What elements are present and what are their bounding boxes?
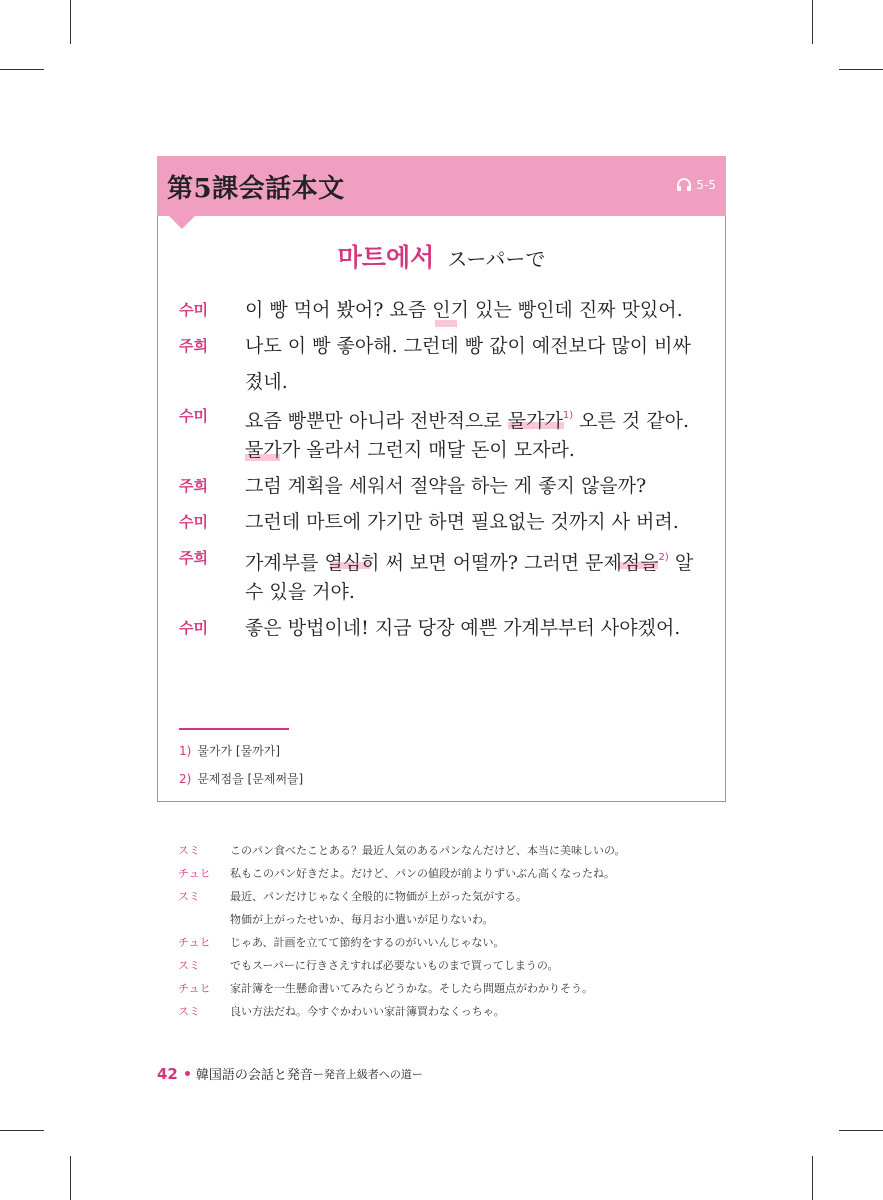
translation-speaker: スミ: [178, 1005, 200, 1018]
speaker-label: 수미: [179, 301, 208, 319]
translation-speaker: チュヒ: [178, 936, 211, 949]
note-text: 문제점을 [문제쩌믈]: [197, 772, 304, 786]
translation-speaker: チュヒ: [178, 867, 211, 880]
speaker-label: 수미: [179, 407, 208, 425]
dialogue-title: [158, 238, 725, 274]
audio-track-label: 5-5: [696, 178, 716, 192]
korean-line-text: 나도 이 빵 좋아해. 그런데 빵 값이 예전보다 많이 비싸: [245, 335, 691, 357]
crop-mark: [812, 0, 813, 44]
note-text: 물가가 [물까가]: [197, 744, 281, 758]
book-subtitle: ー発音上級者への道ー: [312, 1067, 423, 1081]
dialogue-line: [158, 468, 725, 504]
translation-text: 物価が上がったせいか、毎月お小遣いが足りないわ。: [230, 913, 494, 926]
translation-text: 私もこのパン好きだよ。だけど、パンの値段が前よりずいぶん高くなったね。: [230, 867, 615, 880]
translation-line: [178, 865, 615, 887]
korean-line-text: 그런데 마트에 가기만 하면 필요없는 것까지 사 버려.: [245, 511, 679, 533]
note-reference: 2): [658, 552, 669, 563]
crop-mark: [839, 69, 883, 70]
dialogue-line: [158, 364, 725, 400]
header-notch: [168, 215, 196, 229]
pronunciation-note: [179, 742, 280, 759]
translation-line: [178, 980, 593, 1002]
lesson-title: 第5課会話本文: [167, 174, 345, 204]
bullet-dot-icon: [185, 1071, 190, 1076]
translation-text: このパン食べたことある？最近人気のあるパンなんだけど、本当に美味しいの。: [230, 844, 626, 857]
dialogue-line: [158, 328, 725, 364]
crop-mark: [0, 69, 44, 70]
dialogue-title-japanese: スーパーで: [447, 247, 546, 271]
korean-line-text-part: 알: [668, 552, 694, 574]
dialogue-line: [158, 398, 725, 434]
note-number: 2): [179, 772, 192, 786]
translation-line: [178, 911, 494, 933]
page-footer: [157, 1064, 423, 1083]
translation-line: [178, 888, 527, 910]
korean-line-text-part: 요즘 빵뿐만 아니라 전반적으로 물가가: [245, 410, 563, 432]
speaker-label: 수미: [179, 513, 208, 531]
dialogue-title-korean: 마트에서: [337, 243, 435, 272]
dialogue-line: [158, 574, 725, 610]
crop-mark: [812, 1156, 813, 1200]
speaker-label: 주희: [179, 549, 208, 567]
translation-text: 最近、パンだけじゃなく全般的に物価が上がった気がする。: [230, 890, 527, 903]
translation-speaker: スミ: [178, 844, 200, 857]
dialogue-box: [157, 216, 726, 802]
lesson-header: [157, 156, 726, 216]
pronunciation-note: [179, 770, 303, 787]
translation-line: [178, 1003, 505, 1025]
book-title: 韓国語の会話と発音: [195, 1068, 313, 1083]
translation-speaker: スミ: [178, 959, 200, 972]
page-number: 42: [157, 1064, 178, 1083]
korean-line-text-part: 가계부를 열심히 써 보면 어떨까? 그러면 문제점을: [245, 552, 659, 574]
korean-line-text: 물가가 올라서 그런지 매달 돈이 모자라.: [245, 439, 575, 461]
translation-speaker: スミ: [178, 890, 200, 903]
speaker-label: 주희: [179, 337, 208, 355]
korean-line-text: 그럼 계획을 세워서 절약을 하는 게 좋지 않을까?: [245, 475, 647, 497]
translation-text: 家計簿を一生懸命書いてみたらどうかな。そしたら問題点がわかりそう。: [230, 982, 593, 995]
korean-line-text: 이 빵 먹어 봤어? 요즘 인기 있는 빵인데 진짜 맛있어.: [245, 299, 683, 321]
translation-text: でもスーパーに行きさえすれば必要ないものまで買ってしまうの。: [230, 959, 559, 972]
translation-line: [178, 934, 505, 956]
speaker-label: 주희: [179, 477, 208, 495]
korean-line-text: 좋은 방법이네! 지금 당장 예쁜 가계부부터 사야겠어.: [245, 617, 681, 639]
note-number: 1): [179, 744, 192, 758]
dialogue-line: [158, 504, 725, 540]
crop-mark: [70, 1156, 71, 1200]
dialogue-line: [158, 292, 725, 328]
translation-line: [178, 842, 626, 864]
translation-speaker: チュヒ: [178, 982, 211, 995]
crop-mark: [839, 1130, 883, 1131]
translation-line: [178, 957, 558, 979]
crop-mark: [70, 0, 71, 44]
audio-track: [676, 178, 716, 192]
crop-mark: [0, 1130, 44, 1131]
korean-line-text-part: 오른 것 같아.: [573, 410, 690, 432]
notes-divider: [179, 728, 289, 730]
translation-text: 良い方法だね。今すぐかわいい家計簿買わなくっちゃ。: [230, 1005, 505, 1018]
dialogue-line: [158, 540, 725, 576]
korean-line-text: 수 있을 거야.: [245, 581, 355, 603]
speaker-label: 수미: [179, 619, 208, 637]
note-reference: 1): [562, 410, 574, 421]
translation-text: じゃあ、計画を立てて節約をするのがいいんじゃない。: [230, 936, 505, 949]
dialogue-line: [158, 432, 725, 468]
headphones-icon: [676, 178, 692, 192]
dialogue-line: [158, 610, 725, 646]
korean-line-text: 졌네.: [245, 371, 288, 393]
